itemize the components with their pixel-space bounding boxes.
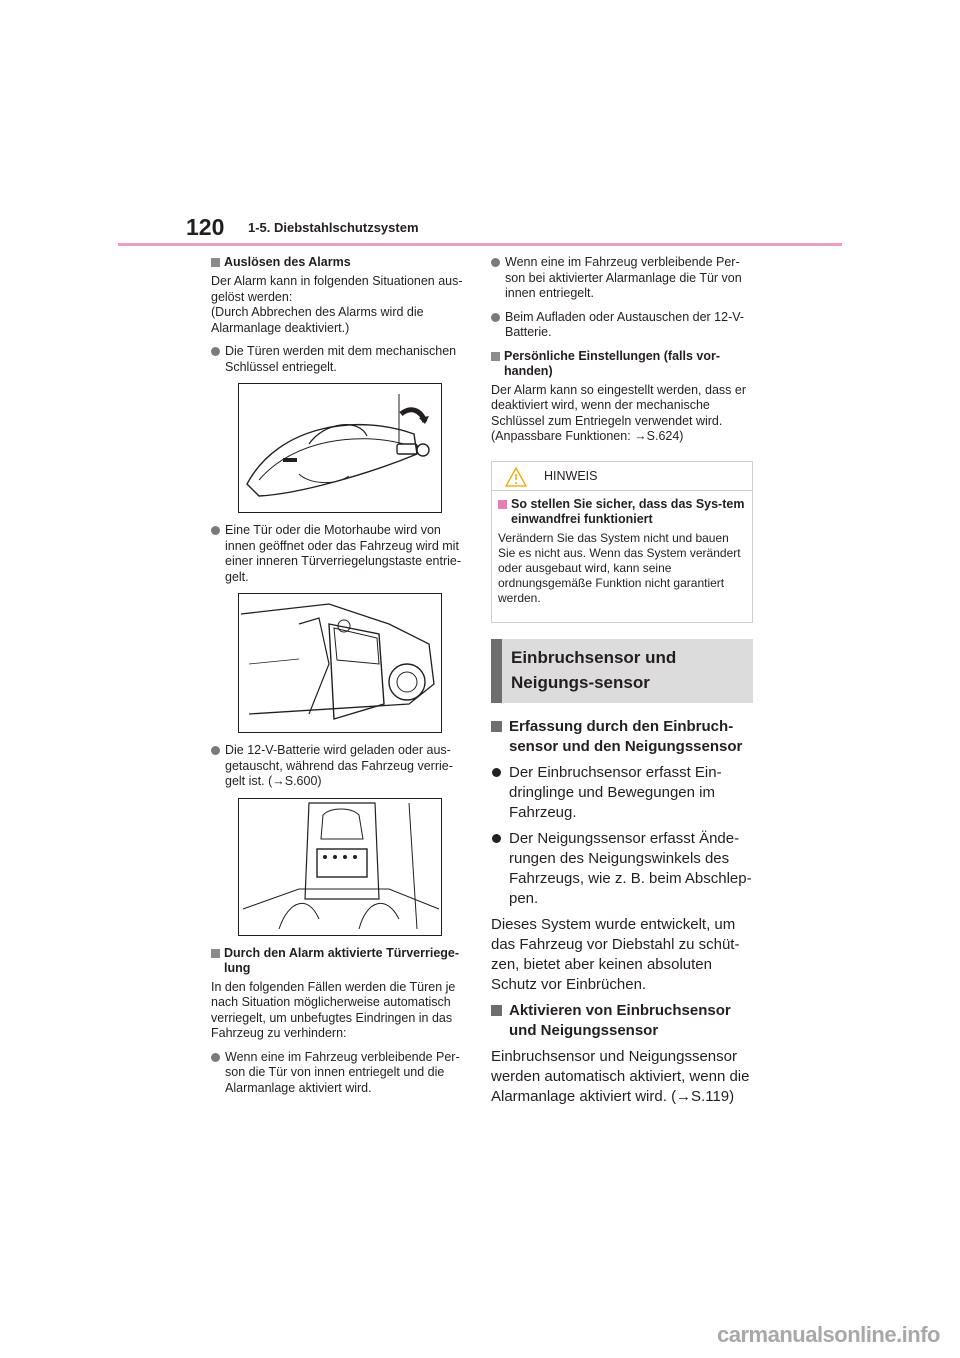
paragraph-text: (Durch Abbrechen des Alarms wird die Alarmanlage deaktiviert.) bbox=[211, 305, 424, 335]
right-column bbox=[491, 255, 753, 1113]
heading-detection: Erfassung durch den Einbruch-sensor und den Neigungssensor bbox=[491, 717, 753, 757]
bullet-item: Eine Tür oder die Motorhaube wird von innen geöffnet oder das Fahrzeug wird mit einer inneren Türverriegelungstaste entrie-gelt. bbox=[211, 523, 467, 585]
header-rule bbox=[118, 243, 842, 246]
notice-body bbox=[492, 491, 752, 622]
notice-box bbox=[491, 461, 753, 623]
paragraph: In den folgenden Fällen werden die Türen je nach Situation möglicherweise automatisch verriegelt, um unbefugtes Eindringen in das Fahrzeug zu verhindern: bbox=[211, 979, 456, 1040]
notice-header bbox=[492, 462, 752, 491]
bullet-item: Die 12-V-Batterie wird geladen oder aus-getauscht, während das Fahrzeug verrie-gelt ist. (→S.600) bbox=[211, 743, 467, 790]
paragraph: Dieses System wurde entwickelt, um das Fahrzeug vor Diebstahl zu schüt-zen, bietet aber keinen absoluten Schutz vor Einbrüchen. bbox=[491, 915, 740, 993]
heading-alarm-door-lock: Durch den Alarm aktivierte Türverriege-lung bbox=[211, 946, 467, 976]
section-title: 1-5. Diebstahlschutzsystem bbox=[248, 220, 419, 235]
section-title-box bbox=[491, 639, 753, 703]
left-column bbox=[211, 255, 467, 1104]
paragraph-text: Der Alarm kann in folgenden Situationen aus-gelöst werden: bbox=[211, 274, 463, 304]
heading-personal-settings: Persönliche Einstellungen (falls vor-handen) bbox=[491, 349, 753, 379]
figure-battery bbox=[238, 798, 442, 936]
section-title-text: Einbruchsensor und Neigungs-sensor bbox=[511, 647, 677, 692]
paragraph: Einbruchsensor und Neigungssensor werden automatisch aktiviert, wenn die Alarmanlage aktiviert wird. (→S.119) bbox=[491, 1047, 750, 1105]
notice-label: HINWEIS bbox=[544, 468, 598, 483]
notice-heading: So stellen Sie sicher, dass das Sys-tem einwandfrei funktioniert bbox=[498, 497, 746, 527]
notice-text: Verändern Sie das System nicht und bauen Sie es nicht aus. Wenn das System verändert oder ausgebaut wird, kann seine ordnungsgemäße Funktion nicht garantiert werden. bbox=[498, 530, 741, 605]
heading-activation: Aktivieren von Einbruchsensor und Neigungssensor bbox=[491, 1001, 753, 1041]
bullet-item: Wenn eine im Fahrzeug verbleibende Per-son bei aktivierter Alarmanlage die Tür von innen entriegelt. bbox=[491, 255, 753, 302]
paragraph: Der Alarm kann so eingestellt werden, dass er deaktiviert wird, wenn der mechanische Schlüssel zum Entriegeln verwendet wird. (Anpassbare Funktionen: →S.624) bbox=[491, 382, 746, 443]
warning-triangle-icon bbox=[505, 467, 527, 487]
footer-watermark: carmanualsonline.info bbox=[717, 1322, 940, 1347]
bullet-item: Der Neigungssensor erfasst Ände-rungen des Neigungswinkels des Fahrzeugs, wie z. B. beim Abschlep-pen. bbox=[491, 829, 753, 909]
bullet-item: Beim Aufladen oder Austauschen der 12-V-Batterie. bbox=[491, 310, 753, 341]
figure-door-handle-key bbox=[238, 383, 442, 513]
bullet-item: Wenn eine im Fahrzeug verbleibende Per-son die Tür von innen entriegelt und die Alarmanlage aktiviert wird. bbox=[211, 1050, 467, 1097]
bullet-item: Die Türen werden mit dem mechanischen Schlüssel entriegelt. bbox=[211, 344, 467, 375]
bullet-item: Der Einbruchsensor erfasst Ein-dringlinge und Bewegungen im Fahrzeug. bbox=[491, 763, 753, 823]
page-number: 120 bbox=[186, 214, 225, 240]
paragraph bbox=[211, 274, 467, 336]
heading-alarm-trigger: Auslösen des Alarms bbox=[211, 255, 467, 270]
figure-open-door bbox=[238, 593, 442, 733]
